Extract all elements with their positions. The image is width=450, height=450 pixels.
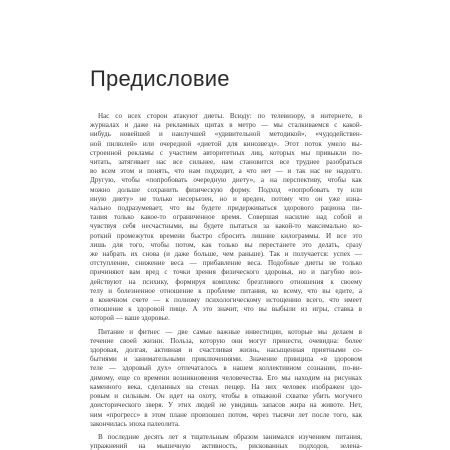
text-line: роткий промежуток времени быстро сбросить лишние килограммы. И все это [90, 231, 362, 240]
text-line: Другую, чтобы «попробовать очередную диету», а на перспективу, чтобы как [90, 176, 362, 185]
text-line: в конечном счете — к полному психологическому истощению всего, что имеет [90, 296, 362, 305]
text-line: здоровая, долгая, активная и счастливая жизнь, насыщенная приятными со- [90, 346, 362, 355]
text-line: которой — ваше здоровье. [90, 314, 170, 323]
text-line: иную диету» не только несерьезен, но и вреден, потому что он уже изна- [90, 194, 362, 203]
chapter-heading: Предисловие [90, 66, 230, 91]
paragraph [90, 433, 362, 450]
text-line: Нас со всех сторон атакуют диеты. Всюду: по телевизору, в интернете, в [98, 112, 362, 120]
text-line: теле — здоровый дух» отпечаталось в нашем коллективном сознании, по-ви- [90, 364, 362, 373]
text-line: ровым и сильным. Он идет на охоту, чтобы в отважной схватке убить могучего [90, 392, 362, 401]
text-line: телу и болезненное отношение к проблеме питания, ко всему, что вы едите, а [90, 286, 362, 295]
text-line: В последние десять лет я тщательным образом занимался изучением питания, [98, 432, 362, 441]
text-line: можно дольше сохранить физическую форму. Подход «попробовать ту или [90, 185, 362, 194]
text-line: чально подразумевает, что вы будете придерживаться здорового рациона пи- [90, 204, 362, 213]
text-line: тания только какое-то ограниченное время. Совершая насилие над собой и [90, 213, 362, 222]
text-line: доисторического зверя. У этих людей не увидишь запасов жира на животе. Нет, [90, 401, 362, 410]
text-line: каменного века, сделанных на стенах пещер. На них человек изображен здо- [90, 382, 362, 391]
text-line: течение своей жизни. Польза, которую они могут принести, очевидна: более [90, 336, 362, 345]
text-line: отношение к здоровой пище. А это значит, что вы выбыли из игры, ставка в [90, 305, 362, 314]
text-line: нибудь новейшей и наилучшей «удивительной методикой», «чудодействен- [90, 130, 362, 139]
text-line: упражнений на мышечную активность, рискованных подходов, зелена- [90, 442, 362, 450]
text-line: читать, затягивает нас все сильнее, нам становится все труднее разобраться [90, 158, 362, 167]
body-text [90, 112, 362, 450]
text-line: лишь для того, чтобы потом, как только вы перестанете это делать, сразу [90, 240, 362, 249]
text-line: ним «прогресс» в этом плане произошел потом, через тысячи лет после того, как [90, 410, 362, 419]
text-line: Питание и фитнес — две самые важные инвестиции, которые мы делаем в [98, 327, 362, 336]
text-line: чувствуя себя несчастными, вы будете пытаться за какой-то максимально ко- [90, 222, 362, 231]
paragraph [90, 328, 362, 429]
text-line: же набрать их снова (и даже больше, чем раньше). Так и получается: успех — [90, 250, 362, 259]
paragraph [90, 112, 362, 324]
text-line: действуют на психику, формируя комплекс брезгливого отношения к своему [90, 277, 362, 286]
text-line: бытиями и занимательными приключениями. Значение принципа «в здоровом [90, 355, 362, 364]
text-line: журналах и даже на рекламных щитах в метро — мы сталкиваемся с какой- [90, 121, 362, 130]
text-line: строенной рекламы с участием авторитетных лиц, которых мы привыкли по- [90, 148, 362, 157]
text-line: причиняют вам вред с точки зрения физического здоровья, но и пагубно воз- [90, 268, 362, 277]
text-line: закончилась эпоха палеолита. [90, 419, 180, 428]
text-line: димому, еще со времени возникновения человечества. Его мы находим на рисунках [90, 373, 362, 382]
text-line: отступление, снижение веса — прибавление веса. Подобные диеты не только [90, 259, 362, 268]
text-line: ной пилюлей» или очередной «диетой для кинозвезд». Этот поток умело вы- [90, 139, 362, 148]
text-line: во всем этом и понять, что нам подходит, а что нет — и так нас не надолго. [90, 167, 362, 176]
